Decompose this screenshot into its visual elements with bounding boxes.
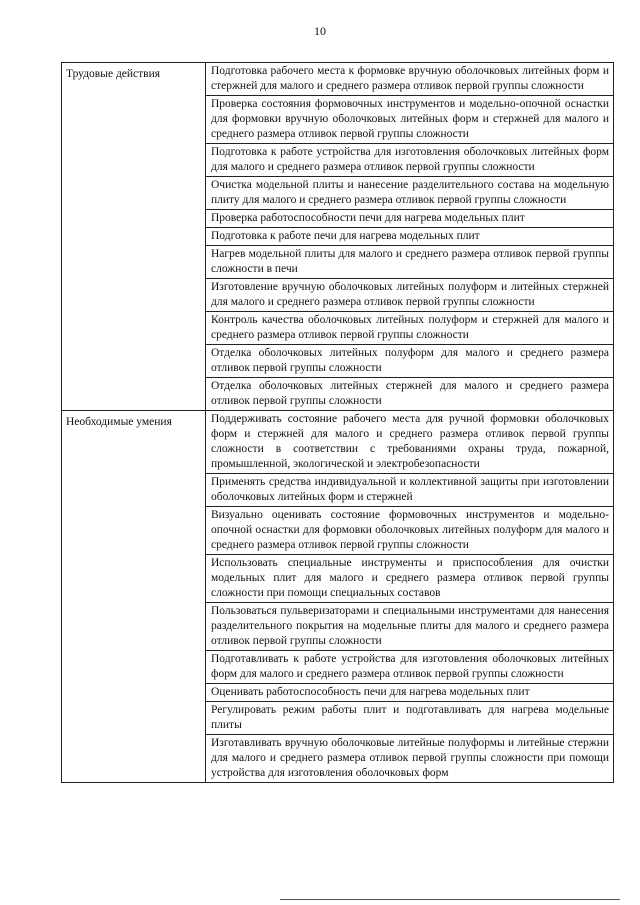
list-item: Пользоваться пульверизаторами и специальными инструментами для нанесения разделительного покрытия на модельные плиты для малого и среднего размера отливок первой группы сложности [206, 602, 613, 650]
list-item: Визуально оценивать состояние формовочных инструментов и модельно-опочной оснастки для формовки оболочковых литейных полуформ для малого и среднего размера отливок первой группы сложности [206, 506, 613, 554]
list-item: Подготовка к работе печи для нагрева модельных плит [206, 227, 613, 245]
list-item: Подготовка рабочего места к формовке вручную оболочковых литейных форм и стержней для малого и среднего размера отливок первой группы сложности [211, 65, 609, 92]
list-item: Оценивать работоспособность печи для нагрева модельных плит [206, 683, 613, 701]
list-item: Изготавливать вручную оболочковые литейные полуформы и литейные стержни для малого и среднего размера отливок первой группы сложности при помощи устройства для изготовления оболочковых форм [206, 734, 613, 782]
section-items [206, 411, 614, 783]
list-item: Поддерживать состояние рабочего места для ручной формовки оболочковых форм и стержней для малого и среднего размера отливок первой группы сложности в соответствии с требованиями охраны труда, пожарной, промышленной, экологической и электробезопасности [211, 413, 609, 470]
list-item: Регулировать режим работы плит и подготавливать для нагрева модельные плиты [206, 701, 613, 734]
list-item: Изготовление вручную оболочковых литейных полуформ и литейных стержней для малого и среднего размера отливок первой группы сложности [206, 278, 613, 311]
list-item: Проверка состояния формовочных инструментов и модельно-опочной оснастки для формовки вручную оболочковых литейных форм и стержней для малого и среднего размера отливок первой группы сложности [206, 95, 613, 143]
page-number: 10 [314, 24, 326, 38]
list-item: Отделка оболочковых литейных полуформ для малого и среднего размера отливок первой группы сложности [206, 344, 613, 377]
list-item: Подготавливать к работе устройства для изготовления оболочковых литейных форм для малого и среднего размера отливок первой группы сложности [206, 650, 613, 683]
list-item: Подготовка к работе устройства для изготовления оболочковых литейных форм для малого и среднего размера отливок первой группы сложности [206, 143, 613, 176]
section-row-required-skills [62, 411, 614, 783]
list-item: Контроль качества оболочковых литейных полуформ и стержней для малого и среднего размера отливок первой группы сложности [206, 311, 613, 344]
list-item: Проверка работоспособности печи для нагрева модельных плит [206, 209, 613, 227]
requirements-table [61, 62, 614, 783]
footer-rule [280, 899, 620, 900]
section-label: Необходимые умения [62, 411, 206, 783]
list-item: Применять средства индивидуальной и коллективной защиты при изготовлении оболочковых литейных форм и стержней [206, 473, 613, 506]
list-item: Использовать специальные инструменты и приспособления для очистки модельных плит для малого и среднего размера отливок первой группы сложности при помощи специальных составов [206, 554, 613, 602]
section-items [206, 63, 614, 411]
section-label: Трудовые действия [62, 63, 206, 411]
list-item: Нагрев модельной плиты для малого и среднего размера отливок первой группы сложности в печи [206, 245, 613, 278]
section-row-labor-actions [62, 63, 614, 411]
list-item: Отделка оболочковых литейных стержней для малого и среднего размера отливок первой группы сложности [206, 377, 613, 410]
list-item: Очистка модельной плиты и нанесение разделительного состава на модельную плиту для малого и среднего размера отливок первой группы сложности [206, 176, 613, 209]
